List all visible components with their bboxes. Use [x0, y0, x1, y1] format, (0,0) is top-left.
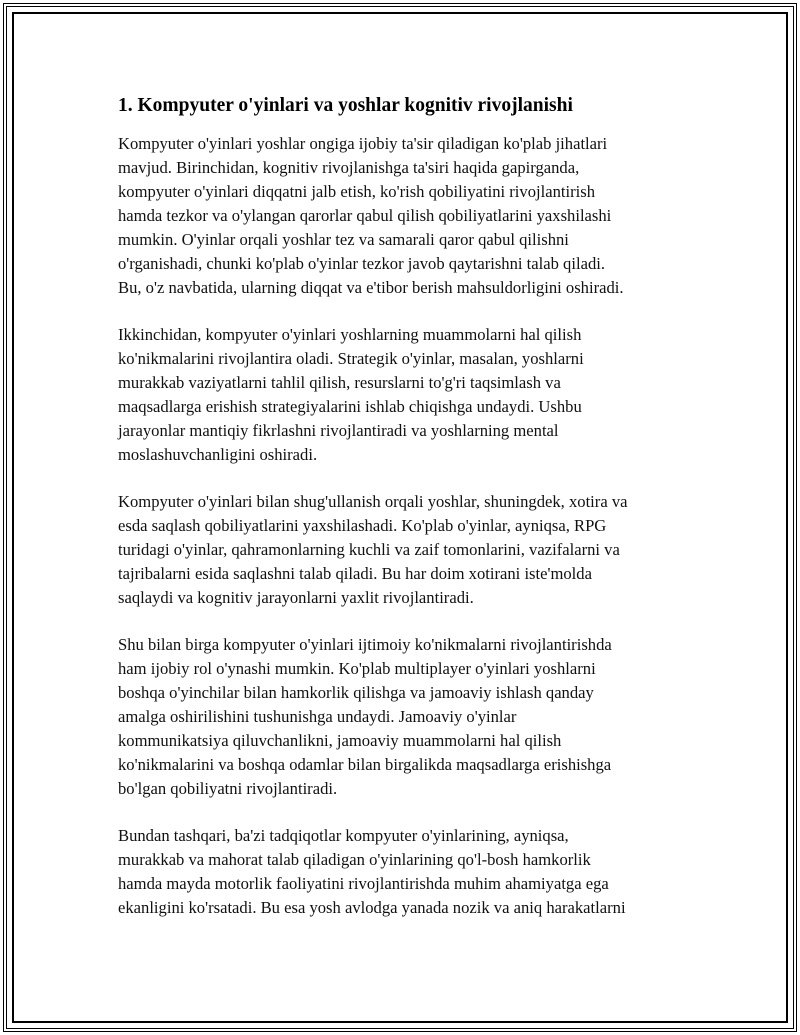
paragraph-2: Ikkinchidan, kompyuter o'yinlari yoshlarning muammolarni hal qilish ko'nikmalarini rivojlantira oladi. Strategik o'yinlar, masalan, yoshlarni murakkab vaziyatlarni tahlil qilish, resurslarni to'g'ri taqsimlash va maqsadlarga erishish strategiyalarini ishlab chiqishga undaydi. Ushbu jarayonlar mantiqiy fikrlashni rivojlantiradi va yoshlarning mental moslashuvchanligini oshiradi.	[118, 325, 584, 464]
paragraph-5: Bundan tashqari, ba'zi tadqiqotlar kompyuter o'yinlarining, ayniqsa, murakkab va mahorat talab qiladigan o'yinlarining qo'l-bosh hamkorlik hamda mayda motorlik faoliyatini rivojlantirishda muhim ahamiyatga ega ekanligini ko'rsatadi. Bu esa yosh avlodga yanada nozik va aniq harakatlarni	[118, 826, 626, 917]
document-body	[118, 94, 698, 943]
paragraph-3: Kompyuter o'yinlari bilan shug'ullanish orqali yoshlar, shuningdek, xotira va esda saqlash qobiliyatlarini yaxshilashadi. Ko'plab o'yinlar, ayniqsa, RPG turidagi o'yinlar, qahramonlarning kuchli va zaif tomonlarini, vazifalarni va tajribalarni esida saqlashni talab qiladi. Bu har doim xotirani iste'molda saqlaydi va kognitiv jarayonlarni yaxlit rivojlantiradi.	[118, 492, 628, 607]
paragraph-1: Kompyuter o'yinlari yoshlar ongiga ijobiy ta'sir qiladigan ko'plab jihatlari mavjud. Birinchidan, kognitiv rivojlanishga ta'siri haqida gapirganda, kompyuter o'yinlari diqqatni jalb etish, ko'rish qobiliyatini rivojlantirish hamda tezkor va o'ylangan qarorlar qabul qilish qobiliyatlarini yaxshilashi mumkin. O'yinlar orqali yoshlar tez va samarali qaror qabul qilishni o'rganishadi, chunki ko'plab o'yinlar tezkor javob qaytarishni talab qiladi. Bu, o'z navbatida, ularning diqqat va e'tibor berish mahsuldorligini oshiradi.	[118, 134, 624, 297]
paragraph-4: Shu bilan birga kompyuter o'yinlari ijtimoiy ko'nikmalarni rivojlantirishda ham ijobiy rol o'ynashi mumkin. Ko'plab multiplayer o'yinlari yoshlarni boshqa o'yinchilar bilan hamkorlik qilishga va jamoaviy ishlash qanday amalga oshirilishini tushunishga undaydi. Jamoaviy o'yinlar kommunikatsiya qiluvchanlikni, jamoaviy muammolarni hal qilish ko'nikmalarini va boshqa odamlar bilan birgalikda maqsadlarga erishishga bo'lgan qobiliyatni rivojlantiradi.	[118, 635, 612, 798]
section-heading: 1. Kompyuter o'yinlari va yoshlar kognitiv rivojlanishi	[118, 95, 573, 116]
